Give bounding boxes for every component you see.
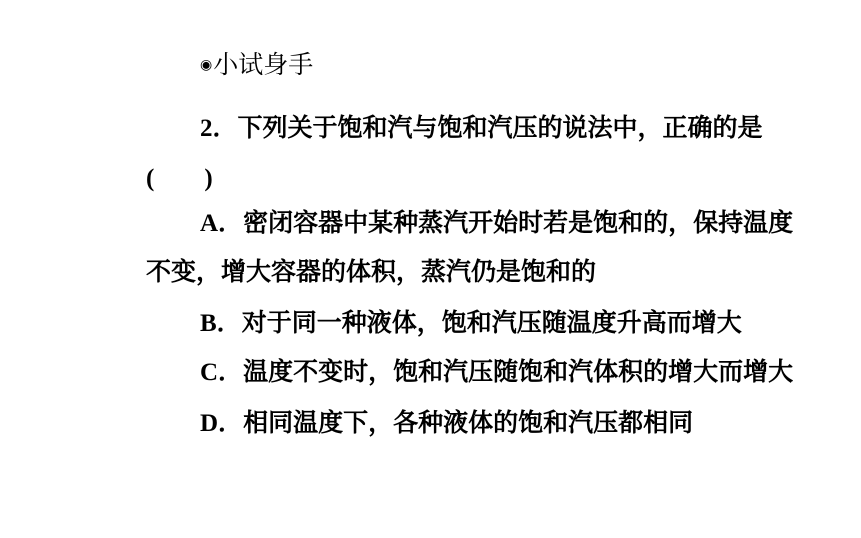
option-a-line-1 xyxy=(200,208,793,239)
option-b xyxy=(200,308,742,339)
option-c-letter: C． xyxy=(200,359,244,386)
option-c xyxy=(200,357,793,388)
answer-blank xyxy=(146,163,213,194)
option-c-text: 温度不变时，饱和汽压随饱和汽体积的增大而增大 xyxy=(243,357,794,386)
section-heading xyxy=(200,50,313,81)
option-b-letter: B． xyxy=(200,310,242,337)
option-d-letter: D． xyxy=(200,410,244,437)
section-title: 小试身手 xyxy=(213,50,314,79)
option-a-line-2 xyxy=(146,257,596,287)
option-b-text: 对于同一种液体，饱和汽压随温度升高而增大 xyxy=(241,308,742,337)
option-a-text-1: 密闭容器中某种蒸汽开始时若是饱和的，保持温度 xyxy=(243,208,794,237)
question-stem-line xyxy=(200,113,763,144)
option-d-text: 相同温度下，各种液体的饱和汽压都相同 xyxy=(243,408,694,437)
answer-blank-parens: ( ) xyxy=(146,165,213,192)
option-a-letter: A． xyxy=(200,210,244,237)
question-number: 2． xyxy=(200,115,238,142)
option-d xyxy=(200,408,693,439)
section-marker-icon: ◉ xyxy=(200,57,213,73)
option-a-text-2: 不变，增大容器的体积，蒸汽仍是饱和的 xyxy=(146,257,597,286)
question-stem: 下列关于饱和汽与饱和汽压的说法中，正确的是 xyxy=(237,113,763,142)
